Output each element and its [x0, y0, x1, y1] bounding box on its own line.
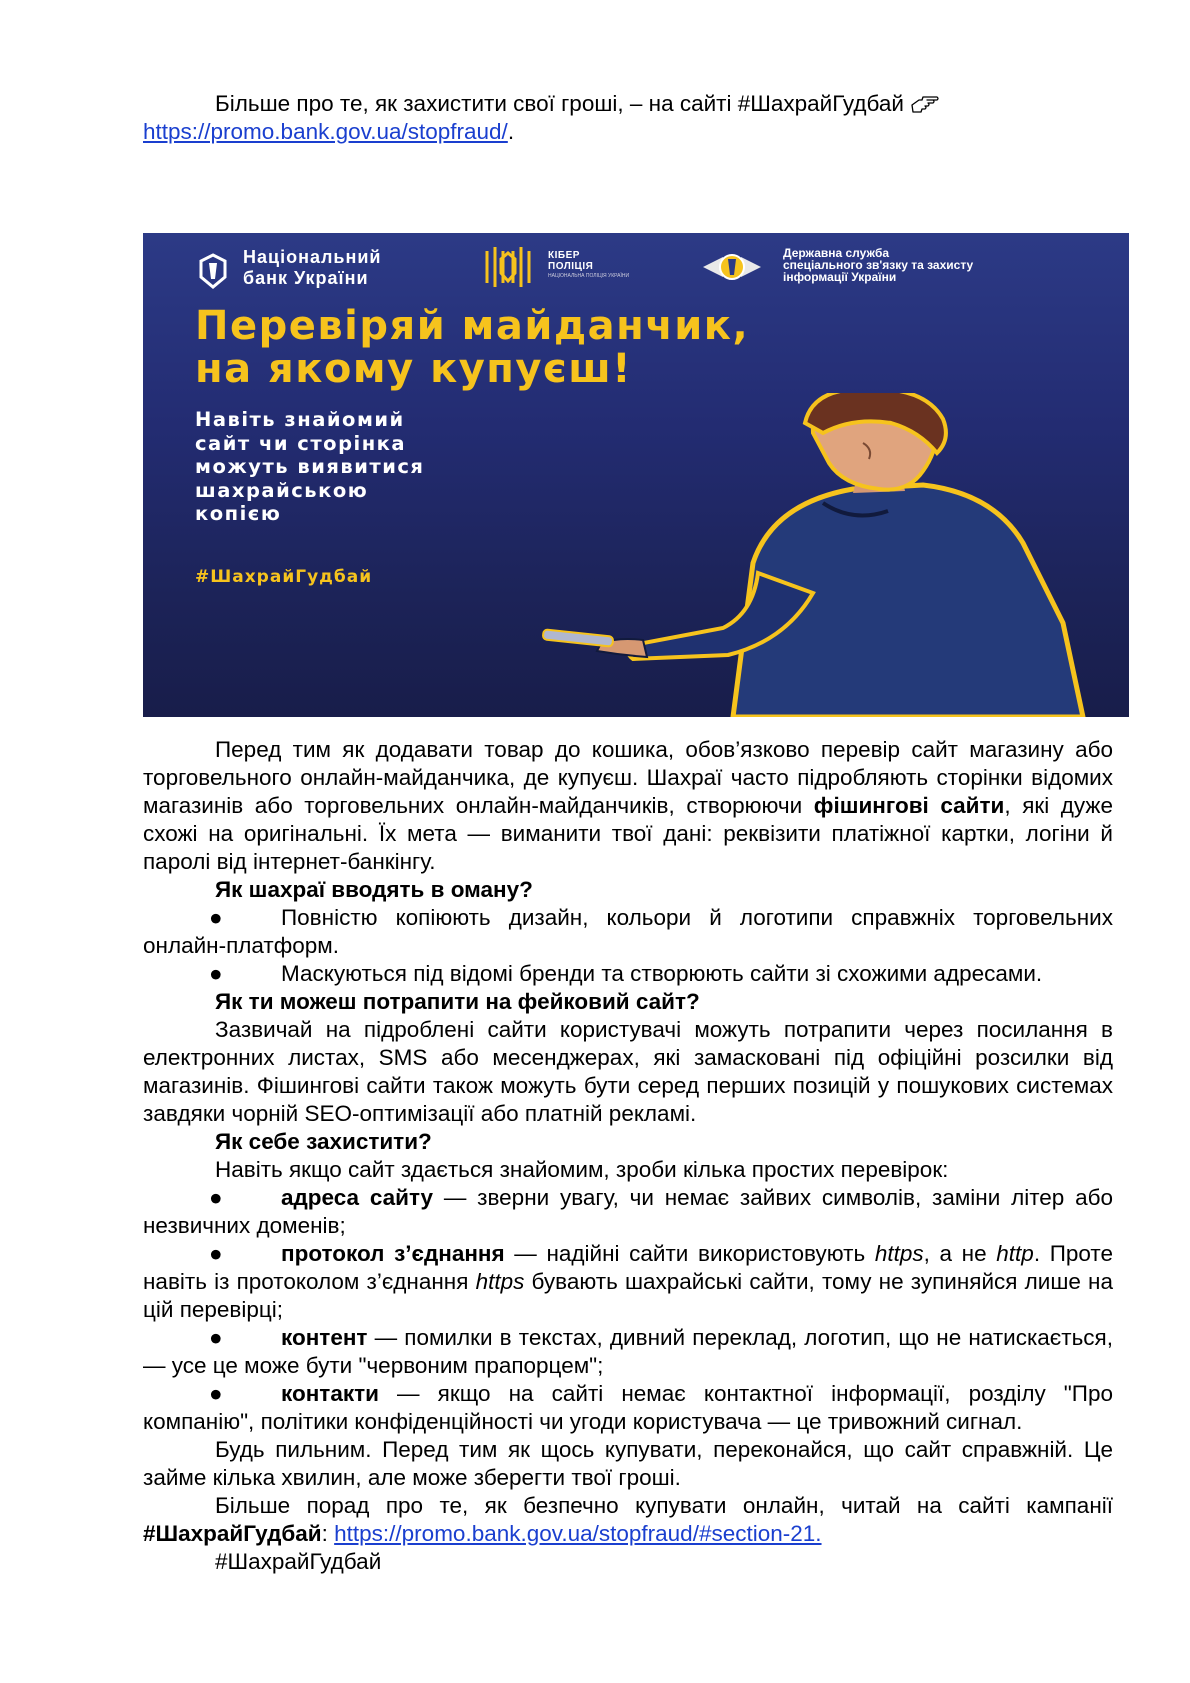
bullet-item: ● протокол з’єднання — надійні сайти використовують https, а не http. Проте навіть із протоколом з’єднання https бувають шахрайські сайти, тому не зупиняйся лише на цій перевірці; — [143, 1241, 1114, 1322]
section-21-link[interactable]: https://promo.bank.gov.ua/stopfraud/#section-21. — [334, 1521, 822, 1546]
nbu-logo-icon — [195, 253, 231, 289]
heading-fake-site: Як ти можеш потрапити на фейковий сайт? — [215, 989, 700, 1014]
cyberpolice-sub: НАЦІОНАЛЬНА ПОЛІЦІЯ УКРАЇНИ — [548, 273, 630, 279]
banner-subheadline: Навіть знайомий сайт чи сторінка можуть виявитися шахрайською копією — [195, 408, 425, 525]
campaign-banner — [143, 233, 1129, 717]
bullet-item: ● Маскуються під відомі бренди та створюють сайти зі схожими адресами. — [209, 961, 1043, 986]
intro-line — [143, 90, 1113, 118]
pointing-hand-icon — [910, 93, 940, 115]
intro-block — [143, 90, 1113, 146]
heading-protect: Як себе захистити? — [215, 1129, 432, 1154]
sszzi-emblem-icon — [701, 247, 763, 287]
bullet-item: ● контент — помилки в текстах, дивний переклад, логотип, що не натискається, — усе це може бути "червоним прапорцем"; — [143, 1325, 1113, 1378]
paragraph-how-reach: Зазвичай на підроблені сайти користувачі можуть потрапити через посилання в електронних листах, SMS або месенджерах, які замасковані під офіційні розсилки від магазинів. Фішингові сайти також можуть бути серед перших позицій у пошукових системах завдяки чорній SEO-оптимізації або платній рекламі. — [143, 1017, 1113, 1126]
intro-link-line: https://promo.bank.gov.ua/stopfraud/. — [143, 119, 515, 144]
nbu-logo-text: Національний банк України — [243, 247, 382, 288]
cyberpolice-logo-icon — [483, 243, 533, 291]
paragraph-more-tips: Більше порад про те, як безпечно купувати онлайн, читай на сайті кампанії #ШахрайГудбай: https://promo.bank.gov.ua/stopfraud/#section-21. — [143, 1493, 1113, 1546]
cyberpolice-logo-text: КІБЕР ПОЛІЦІЯ — [548, 250, 594, 272]
stopfraud-link[interactable]: https://promo.bank.gov.ua/stopfraud/ — [143, 119, 508, 144]
bullet-item: ● контакти — якщо на сайті немає контактної інформації, розділу "Про компанію", політики конфіденційності чи угоди користувача — це тривожний сигнал. — [143, 1381, 1113, 1434]
banner-hashtag: #ШахрайГудбай — [195, 567, 373, 587]
intro-text: Більше про те, як захистити свої гроші, – на сайті #ШахрайГудбай — [215, 91, 904, 116]
banner-headline: Перевіряй майданчик, на якому купуєш! — [195, 303, 750, 392]
final-hashtag: #ШахрайГудбай — [215, 1549, 382, 1574]
article-body — [143, 736, 1113, 1576]
bullet-item: ● Повністю копіюють дизайн, кольори й логотипи справжніх торговельних онлайн-платформ. — [143, 905, 1113, 958]
bullet-item: ● адреса сайту — зверни увагу, чи немає зайвих символів, заміни літер або незвичних доменів; — [143, 1185, 1113, 1238]
sszzi-logo-text: Державна служба спеціального зв'язку та захисту інформації України — [783, 246, 974, 284]
paragraph-be-vigilant: Будь пильним. Перед тим як щось купувати, переконайся, що сайт справжній. Це займе кілька хвилин, але може зберегти твої гроші. — [143, 1437, 1113, 1490]
paragraph-intro: Перед тим як додавати товар до кошика, обов’язково перевір сайт магазину або торговельного онлайн-майданчика, де купуєш. Шахраї часто підробляють сторінки відомих магазинів або торговельних онлайн-майданчиків, створюючи фішингові сайти, які дуже схожі на оригінальні. Їх мета — виманити твої дані: реквізити платіжної картки, логіни й паролі від інтернет-банкінгу. — [143, 737, 1113, 874]
paragraph-checks: Навіть якщо сайт здається знайомим, зроби кілька простих перевірок: — [215, 1157, 949, 1182]
heading-how-deceive: Як шахраї вводять в оману? — [215, 877, 533, 902]
young-man-with-phone-illustration — [523, 393, 1129, 717]
